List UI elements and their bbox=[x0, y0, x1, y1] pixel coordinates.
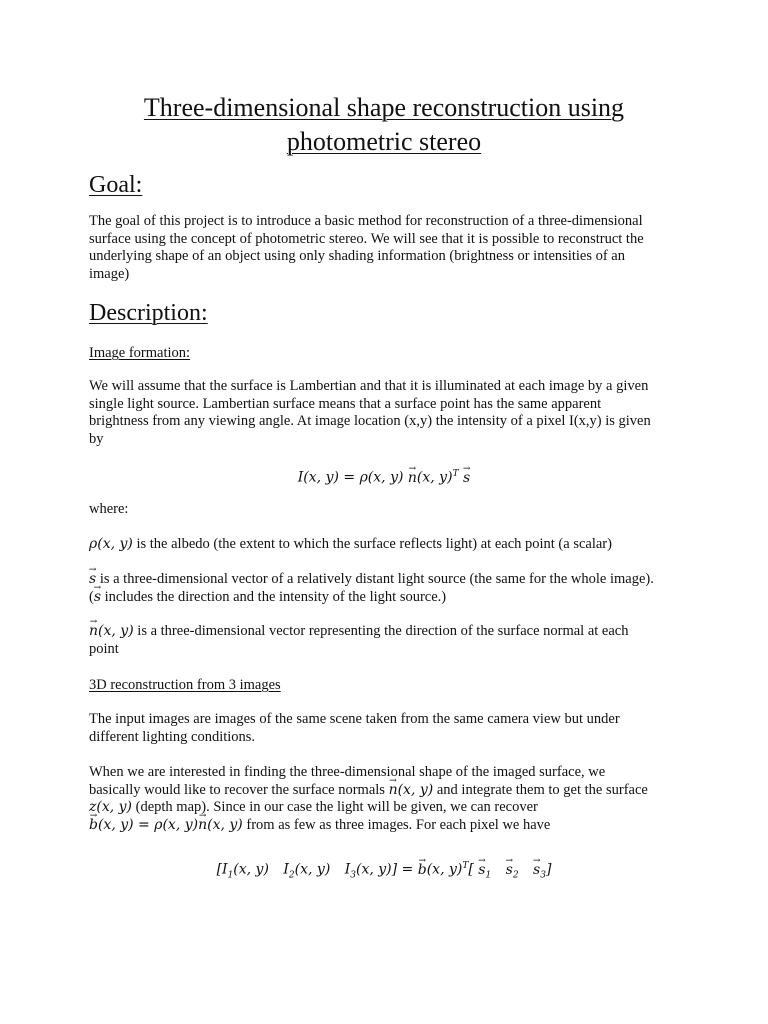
image-formation-line-4: by bbox=[89, 430, 104, 447]
goal-line-2: surface using the concept of photometric stereo. We will see that it is possible to reconstruct the bbox=[89, 230, 644, 247]
equation-light-vector: → s bbox=[463, 469, 470, 487]
eq2-a1: (x, y) bbox=[233, 861, 269, 878]
normal-text: is a three-dimensional vector representing the direction of the surface normal at each bbox=[133, 623, 629, 639]
normal-symbol: → n bbox=[89, 623, 98, 641]
b-equation: (x, y) = ρ(x, y) bbox=[97, 816, 199, 833]
eq2-i1: 1 bbox=[227, 870, 234, 881]
light-line2-open: ( bbox=[89, 588, 94, 605]
normal-definition bbox=[89, 623, 679, 658]
normal-line-2: point bbox=[89, 640, 119, 657]
eq2-b-vector: → b bbox=[418, 861, 427, 879]
eq2-equals: = bbox=[397, 861, 418, 878]
eq2-b-args: (x, y) bbox=[426, 861, 463, 878]
reconstruction-p1-line-1: The input images are images of the same scene taken from the same camera view but under bbox=[89, 711, 620, 727]
image-formation-line-3: brightness from any viewing angle. At image location (x,y) the intensity of a pixel I(x,y) is given bbox=[89, 413, 651, 429]
goal-line-4: image) bbox=[89, 265, 130, 282]
equation-normal-args: (x, y) bbox=[416, 469, 453, 486]
goal-paragraph bbox=[89, 213, 679, 283]
eq2-i2: 2 bbox=[288, 870, 295, 881]
image-formation-subheading: Image formation: bbox=[89, 345, 191, 361]
reconstruction-subheading: 3D reconstruction from 3 images bbox=[89, 677, 281, 693]
albedo-text: is the albedo (the extent to which the surface reflects light) at each point (a scalar) bbox=[132, 536, 612, 552]
eq2-a3: (x, y)] bbox=[356, 861, 398, 878]
b-normal-vector: → n bbox=[198, 817, 207, 835]
eq2-close: ] bbox=[545, 861, 552, 878]
equation-normal-vector: → n bbox=[408, 469, 417, 487]
where-label: where: bbox=[89, 501, 129, 517]
eq2-a2: (x, y) bbox=[294, 861, 331, 878]
image-formation-line-2: single light source. Lambertian surface means that a surface point has the same apparent bbox=[89, 395, 602, 412]
title-line-2: photometric stereo bbox=[286, 127, 482, 156]
albedo-symbol: ρ(x, y) bbox=[89, 536, 133, 552]
pixel-equation bbox=[0, 857, 768, 884]
image-formation-paragraph bbox=[89, 378, 679, 448]
image-formation-line-1: We will assume that the surface is Lambertian and that it is illuminated at each image by a given bbox=[89, 378, 649, 394]
goal-line-3: underlying shape of an object using only shading information (brightness or intensities of an bbox=[89, 248, 625, 264]
eq2-s1-index: 1 bbox=[485, 870, 492, 881]
light-symbol: → s bbox=[89, 571, 96, 589]
light-definition bbox=[89, 571, 679, 606]
reconstruction-p2-line-3: (depth map). Since in our case the light will be given, we can recover bbox=[132, 799, 538, 815]
goal-heading: Goal: bbox=[89, 172, 143, 198]
eq2-open: [I bbox=[216, 861, 228, 878]
eq2-i3pre: I bbox=[344, 861, 351, 878]
reconstruction-paragraph-1 bbox=[89, 711, 679, 746]
eq2-s1: → s bbox=[478, 861, 485, 879]
title-line-1: Three-dimensional shape reconstruction using bbox=[143, 93, 625, 122]
light-text: is a three-dimensional vector of a relatively distant light source (the same for the whole image). bbox=[96, 571, 654, 587]
eq2-i2pre: I bbox=[283, 861, 289, 878]
reconstruction-p2-line-2b: and integrate them to get the surface bbox=[433, 781, 648, 798]
description-heading: Description: bbox=[89, 300, 208, 326]
reconstruction-p1-line-2: different lighting conditions. bbox=[89, 728, 256, 745]
eq2-s3: → s bbox=[533, 861, 540, 879]
b-normal-args: (x, y) bbox=[207, 816, 243, 833]
albedo-definition bbox=[89, 536, 679, 554]
normal-args: (x, y) bbox=[98, 623, 134, 639]
equation-lhs: I(x, y) = bbox=[297, 469, 356, 486]
light-line2-symbol: → s bbox=[94, 589, 101, 607]
equation-transpose: T bbox=[452, 469, 459, 479]
equation-rho: ρ(x, y) bbox=[359, 469, 404, 486]
reconstruction-paragraph-2 bbox=[89, 764, 679, 834]
eq2-s2: → s bbox=[506, 861, 513, 879]
eq2-s3-index: 3 bbox=[540, 870, 546, 881]
reconstruction-p2-line-4: from as few as three images. For each pixel we have bbox=[242, 816, 551, 833]
normals-vector: → n bbox=[389, 782, 398, 800]
document-title bbox=[0, 91, 768, 159]
b-vector: → b bbox=[89, 817, 98, 835]
depth-map-symbol: z(x, y) bbox=[89, 799, 133, 815]
eq2-bracket: [ bbox=[468, 861, 474, 878]
eq2-s2-index: 2 bbox=[512, 870, 519, 881]
eq2-i3: 3 bbox=[350, 870, 357, 881]
normals-args: (x, y) bbox=[397, 781, 434, 798]
eq2-transpose: T bbox=[462, 861, 469, 871]
goal-line-1: The goal of this project is to introduce a basic method for reconstruction of a three-dimensional bbox=[89, 213, 643, 229]
light-line2-text: includes the direction and the intensity of the light source.) bbox=[101, 588, 447, 605]
reconstruction-p2-line-1: When we are interested in finding the three-dimensional shape of the imaged surface, we bbox=[89, 764, 606, 780]
reconstruction-p2-line-2a: basically would like to recover the surface normals bbox=[89, 781, 389, 798]
intensity-equation bbox=[0, 465, 768, 487]
